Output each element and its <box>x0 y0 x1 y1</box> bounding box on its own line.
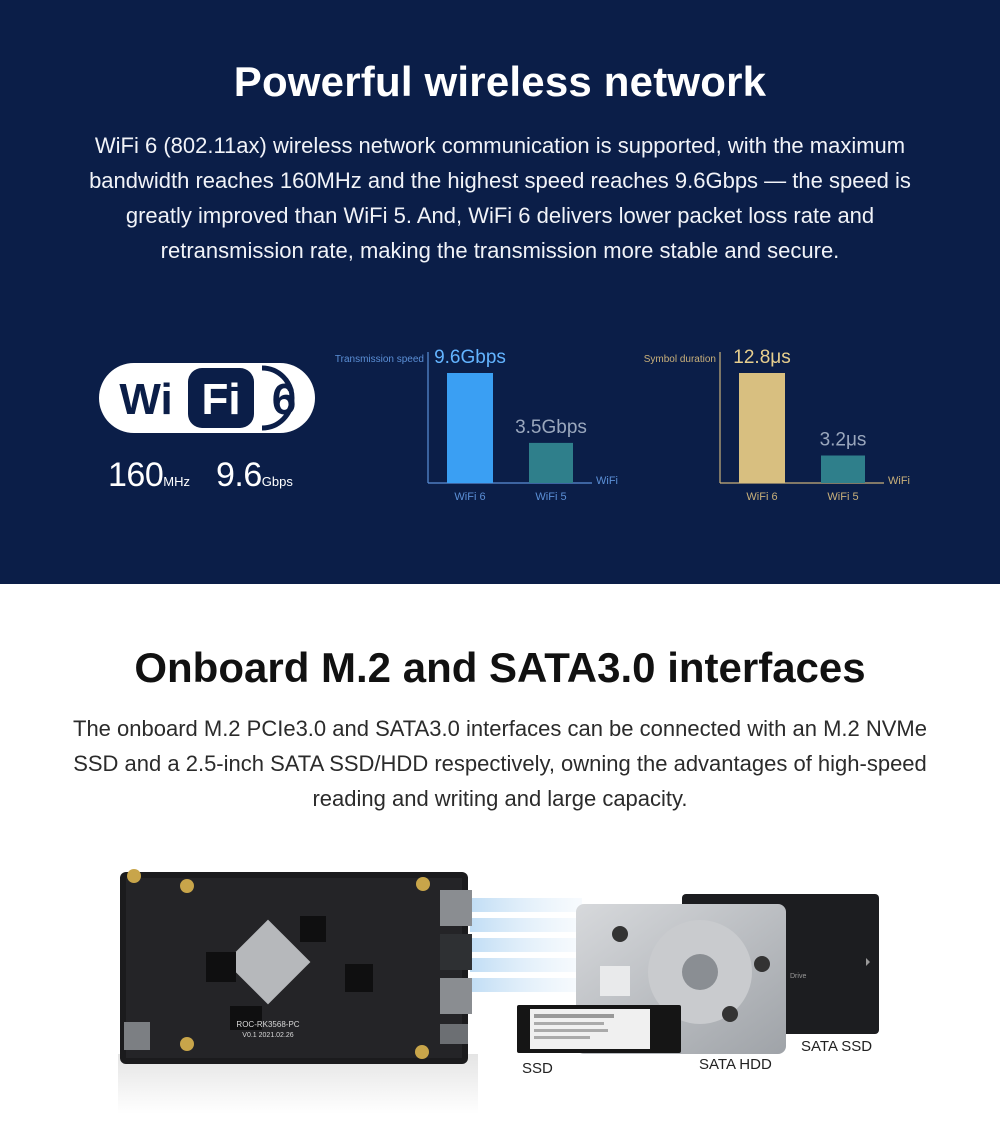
data-label: 12.8μs <box>733 347 791 368</box>
wifi-section-description: WiFi 6 (802.11ax) wireless network communication is supported, with the maximum bandwidth reaches 160MHz and the highest speed reaches 9.6Gbps — the speed is greatly improved than WiFi 5. And, WiFi 6 delivers lower packet loss rate and retransmission rate, making the transmission more stable and secure. <box>89 133 911 263</box>
wifi-logo-six: 6 <box>271 375 297 424</box>
spec-speed <box>216 456 293 495</box>
label-sata-hdd: SATA HDD <box>699 1056 772 1073</box>
sata-ssd-brand: Drive <box>790 973 807 980</box>
wifi-logo-fi: Fi <box>201 375 241 424</box>
bar-wifi-6 <box>739 373 785 483</box>
chart-title: Transmission speed <box>334 354 424 365</box>
bar-wifi-6 <box>447 373 493 483</box>
category-label: WiFi 6 <box>746 491 778 503</box>
wifi-section-title: Powerful wireless network <box>233 58 767 105</box>
storage-section-title: Onboard M.2 and SATA3.0 interfaces <box>134 644 866 691</box>
storage-section-description: The onboard M.2 PCIe3.0 and SATA3.0 interfaces can be connected with an M.2 NVMe SSD and a 2.5-inch SATA SSD/HDD respectively, owning the advantages of high-speed reading and writing and large capacity. <box>73 716 927 811</box>
label-sata-ssd: SATA SSD <box>801 1038 873 1055</box>
wifi-logo-wi: Wi <box>119 375 173 424</box>
chart-title: Symbol duration <box>643 354 716 365</box>
motherboard <box>120 869 472 1064</box>
x-axis-label: WiFi <box>888 475 910 487</box>
data-label: 9.6Gbps <box>434 347 506 368</box>
data-label: 3.5Gbps <box>515 416 587 438</box>
spec-bandwidth-value: 160 <box>108 456 164 494</box>
transmission-speed-chart <box>320 340 620 515</box>
category-label: WiFi 5 <box>827 491 859 503</box>
spec-speed-value: 9.6 <box>216 456 262 494</box>
x-axis-label: WiFi <box>596 475 618 487</box>
spec-bandwidth-unit: MHz <box>163 474 190 489</box>
data-transfer-beams <box>470 898 582 992</box>
board-silkscreen-version: V0.1 2021.02.26 <box>242 1032 294 1039</box>
hardware-illustration <box>0 854 1000 1134</box>
spec-speed-unit: Gbps <box>261 474 293 489</box>
bar-wifi-5 <box>821 456 865 484</box>
bar-wifi-5 <box>529 443 573 483</box>
category-label: WiFi 5 <box>535 491 567 503</box>
board-silkscreen-model: ROC-RK3568-PC <box>236 1020 300 1029</box>
symbol-duration-chart <box>612 340 912 515</box>
label-ssd: SSD <box>522 1060 553 1077</box>
category-label: WiFi 6 <box>454 491 486 503</box>
spec-bandwidth <box>108 456 190 495</box>
wifi-specs <box>108 456 338 496</box>
data-label: 3.2μs <box>819 429 867 451</box>
storage-section <box>0 584 1000 1139</box>
chart-svg <box>320 340 620 515</box>
chart-svg <box>612 340 912 515</box>
m2-ssd <box>517 1005 681 1053</box>
wifi6-logo <box>98 362 316 434</box>
